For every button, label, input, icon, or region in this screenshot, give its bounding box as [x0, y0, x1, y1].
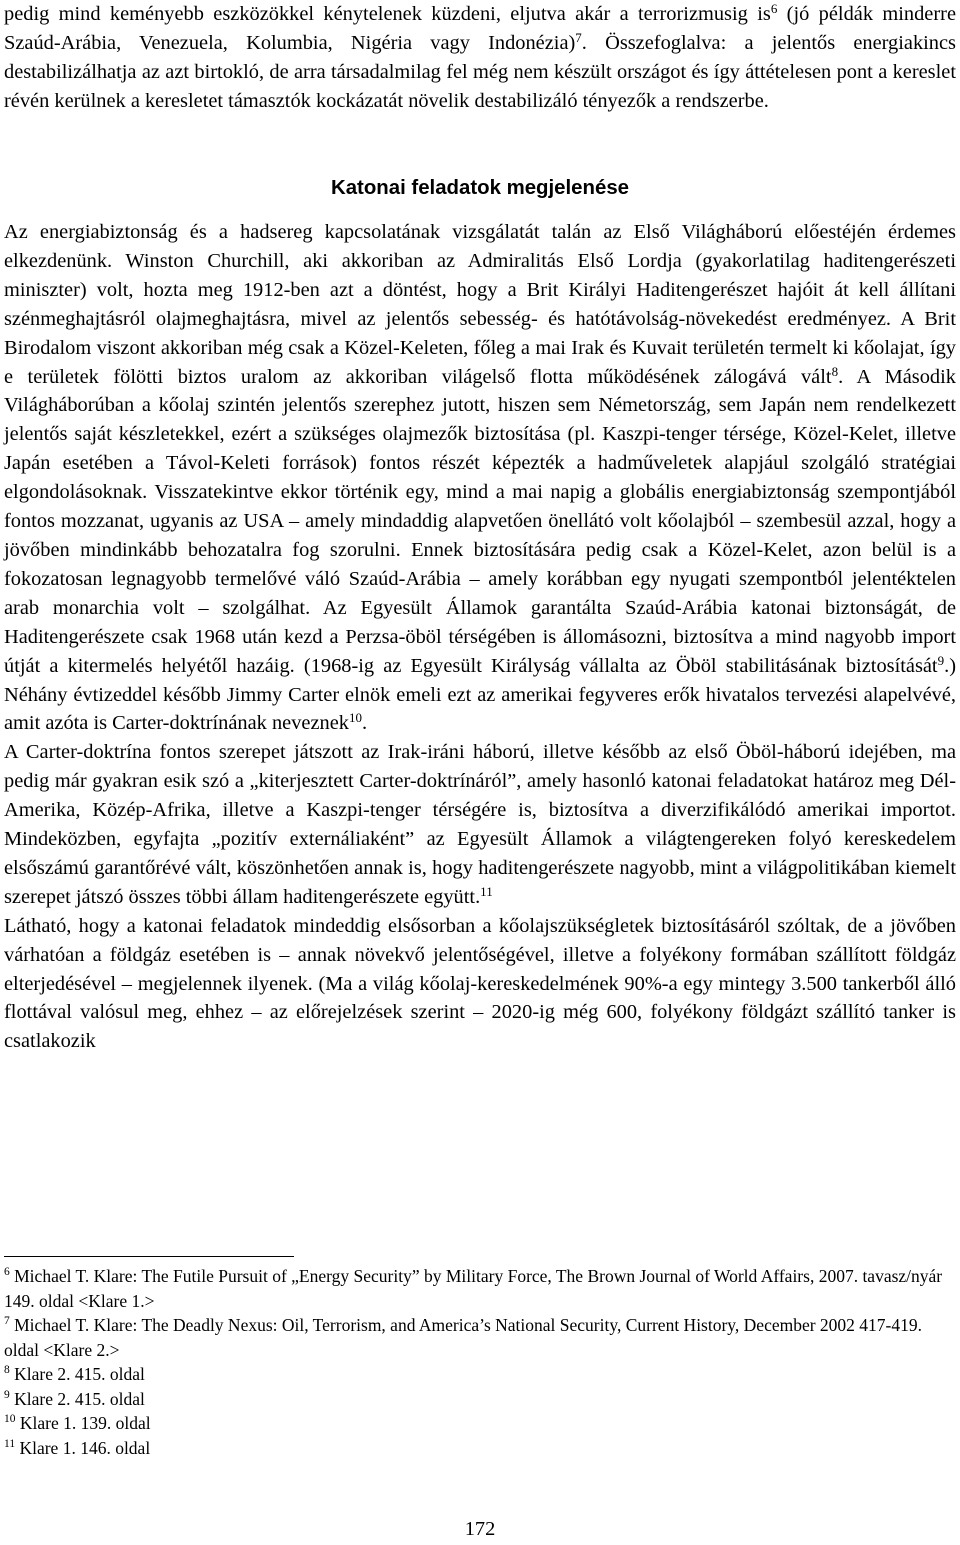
main-text-4: .: [361, 712, 368, 735]
footnotes: [4, 1264, 944, 1460]
footnote-number: 7: [4, 1315, 10, 1328]
intro-text-3: . Összefoglalva: a jelentős energiakincs destabilizálhatja az azt birtokló, de arra társadalmilag fel még nem készült országot és így áttételesen pont a kereslet révén kerülnek a keresletet támasztók kockázatát növelik destabilizáló tényezők a rendszerbe.: [4, 31, 956, 112]
footnote-number: 10: [4, 1413, 16, 1426]
main-text-1: Az energiabiztonság és a hadsereg kapcsolatának vizsgálatát talán az Első Világháború előestéjén érdemes elkezdenünk. Winston Churchill, aki akkoriban az Admiralitás Első Lordja (gyakorlatilag haditengerészeti miniszter) volt, hozta meg 1912-ben azt a döntést, hogy a Brit Királyi Haditengerészet hajóit át kell állítani szénmeghajtásról olajmeghajtásra, mivel az jelentős sebesség- és hatótávolság-növekedést eredményez. A Brit Birodalom viszont akkoriban még csak a Közel-Keleten, főleg a mai Irak és Kuvait területén termelt ki kőolajat, így e területek fölötti biztos uralom az akkoriban világelső flotta működésének zálogává vált: [4, 221, 956, 388]
footnote-ref-8[interactable]: 8: [831, 363, 839, 379]
footnote-6: [4, 1264, 944, 1313]
footnote-9: [4, 1387, 944, 1412]
footnote-number: 11: [4, 1437, 16, 1450]
main-text-5: A Carter-doktrína fontos szerepet játszott az Irak-iráni háború, illetve később az első Öböl-háború idejében, ma pedig már gyakran esik szó a „kiterjesztett Carter-doktrínáról”, amely hasonló katonai feladatokat határoz meg Dél-Amerika, Közép-Afrika, illetve a Kaszpi-tenger térségére is, biztosítva a diverzifikálódó amerikai importot. Mindeközben, egyfajta „pozitív externáliaként” az Egyesült Államok a világtengereken folyó kereskedelem elsőszámú garantőrévé vált, köszönhetően annak is, hogy haditengerészete nagyobb, mint a világpolitikában kiemelt szerepet játszó összes többi állam haditengerészete együtt.: [4, 741, 956, 908]
footnote-7: [4, 1313, 944, 1362]
intro-paragraph: [4, 0, 956, 116]
footnote-number: 8: [4, 1364, 10, 1377]
footnote-number: 6: [4, 1266, 10, 1279]
footnote-ref-11[interactable]: 11: [480, 883, 493, 899]
footnote-text: Michael T. Klare: The Futile Pursuit of „Energy Security” by Military Force, The Brown Journal of World Affairs, 2007. tavasz/nyár 149. oldal <Klare 1.>: [4, 1266, 943, 1311]
footnote-ref-6[interactable]: 6: [770, 0, 778, 16]
footnote-ref-10[interactable]: 10: [348, 710, 362, 726]
main-text-2: . A Második Világháborúban a kőolaj szintén jelentős szerephez jutott, hiszen sem Németország, sem Japán nem rendelkezett jelentős saját készletekkel, ezért a szükséges olajmezők biztosítása (pl. Kaszpi-tenger térsége, Közel-Kelet, illetve Japán esetében a Távol-Keleti források) fontos részét képezték a hadműveletek alapjául szolgáló stratégiai elgondolásoknak. Visszatekintve ekkor történik egy, mind a mai napig a globális energiabiztonság szempontjából fontos mozzanat, ugyanis az USA – amely mindaddig alapvetően önellátó volt kőolajból – szembesül azzal, hogy a jövőben mindinkább behozatalra fog szorulni. Ennek biztosítására pedig csak a Közel-Kelet, azon belül is a fokozatosan legnagyobb termelővé váló Szaúd-Arábia – amely korábban egy nyugati szempontból jelentéktelen arab monarchia volt – szolgálhat. Az Egyesült Államok garantálta Szaúd-Arábia katonai biztonságát, de Haditengerészete csak 1968 után kezd a Perzsa-öböl térségében is állomásozni, biztosítva a mind nagyobb import útját a kitermelés helyétől hazáig. (1968-ig az Egyesült Királyság vállalta az Öböl stabilitásának biztosítását: [4, 365, 956, 677]
main-text-3: .) Néhány évtizeddel később Jimmy Carter elnök emeli ezt az amerikai fegyveres erők hivatalos tervezési alapelvévé, amit azóta is Carter-doktrínának neveznek: [4, 654, 956, 735]
footnote-text: Klare 1. 139. oldal: [15, 1413, 151, 1433]
main-text-6: Látható, hogy a katonai feladatok mindeddig elsősorban a kőolajszükségletek biztosításáról szóltak, de a jövőben várhatóan a földgáz esetében is – annak növekvő jelentőségével, illetve a folyékony formában szállított földgáz elterjedésével – megjelennek ilyenek. (Ma a világ kőolaj-kereskedelmének 90%-a egy mintegy 3.500 tankerből álló flottával valósul meg, ehhez – az előrejelzések szerint – 2020-ig még 600, folyékony földgázt szállító tanker is csatlakozik: [4, 914, 956, 1053]
footnote-text: Michael T. Klare: The Deadly Nexus: Oil, Terrorism, and America’s National Security, Current History, December 2002 417-419. oldal <Klare 2.>: [4, 1315, 923, 1360]
footnote-text: Klare 2. 415. oldal: [9, 1364, 145, 1384]
page-number: 172: [464, 1518, 496, 1540]
intro-text-1: pedig mind keményebb eszközökkel kénytelenek küzdeni, eljutva akár a terrorizmusig is: [4, 3, 771, 25]
section-heading: Katonai feladatok megjelenése: [330, 177, 630, 199]
footnote-divider: [4, 1256, 294, 1257]
footnote-10: [4, 1411, 944, 1436]
main-paragraph: [4, 218, 956, 1056]
footnote-11: [4, 1436, 944, 1461]
footnote-number: 9: [4, 1388, 10, 1401]
footnote-ref-7[interactable]: 7: [575, 29, 582, 45]
footnote-text: Klare 1. 146. oldal: [15, 1437, 151, 1458]
footnote-text: Klare 2. 415. oldal: [9, 1388, 145, 1409]
footnote-8: [4, 1362, 944, 1387]
footnote-ref-9[interactable]: 9: [937, 652, 945, 668]
intro-text-2: (jó példák minderre Szaúd-Arábia, Venezuela, Kolumbia, Nigéria vagy Indonézia): [4, 3, 956, 54]
